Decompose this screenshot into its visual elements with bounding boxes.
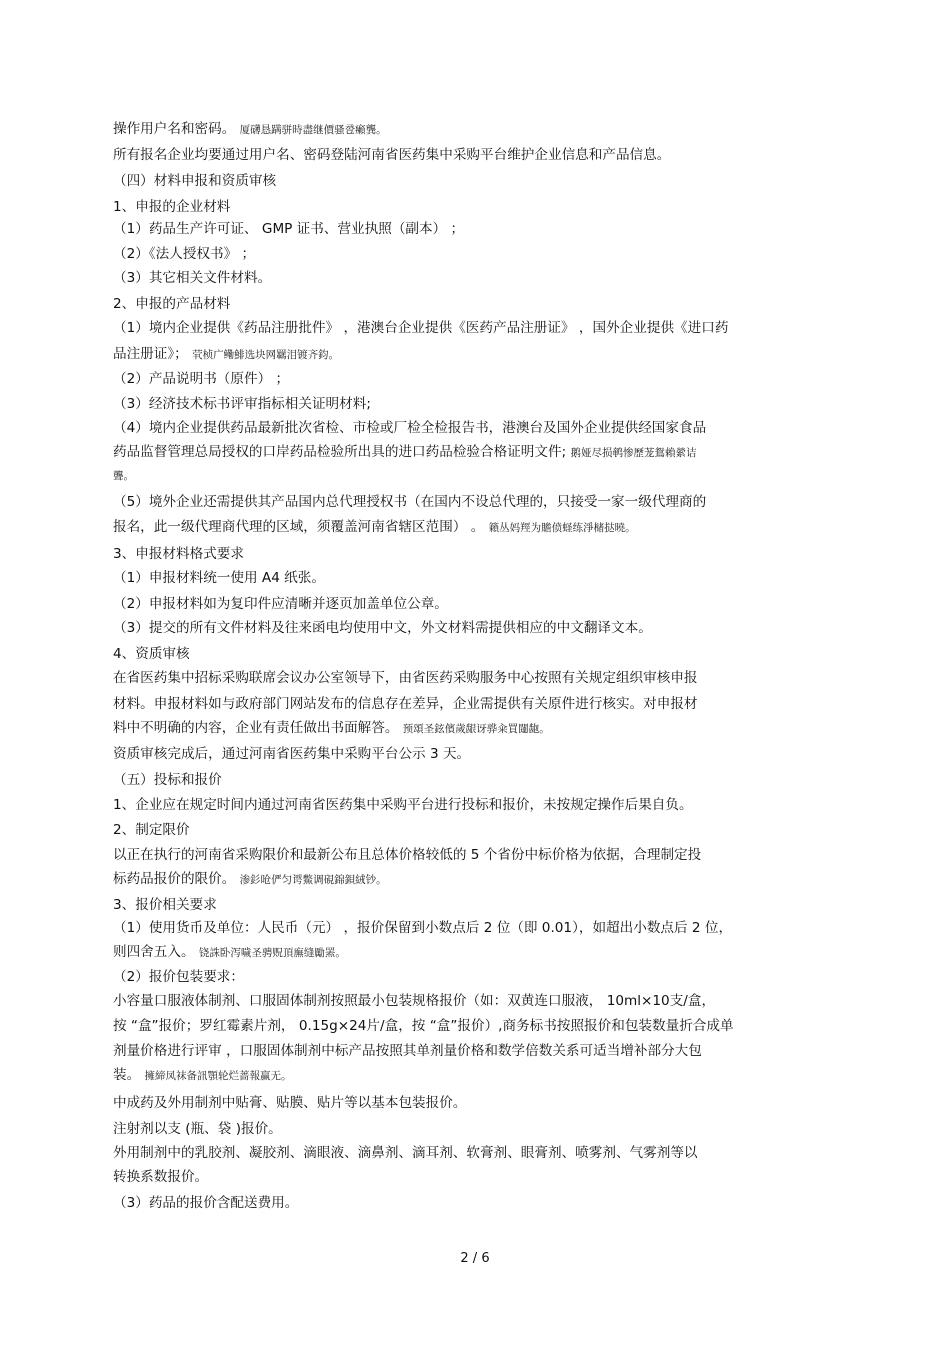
text-line — [113, 517, 838, 538]
line-text: 剂量价格进行评审 ，口服固体制剂中标产品按照其单剂量价格和数学倍数关系可适当增补部分大包 — [113, 1043, 702, 1059]
text-line — [113, 869, 838, 890]
text-line — [113, 918, 838, 938]
line-text: 药品监督管理总局授权的口岸药品检验所出具的进口药品检验合格证明文件; — [113, 444, 567, 460]
text-line — [113, 795, 838, 815]
garbled-annotation: 渗釤呛俨匀谔鱉调硯錦鋇絨钞。 — [239, 874, 387, 886]
line-text: 3、报价相关要求 — [113, 897, 217, 913]
text-line — [113, 344, 838, 365]
line-text: 报名，此一级代理商代理的区域，须覆盖河南省辖区范围） 。 — [113, 519, 485, 535]
line-text: 材料。申报材料如与政府部门网站发布的信息存在差异，企业需提供有关原件进行核实。对申报材 — [113, 696, 698, 712]
line-text: 2、制定限价 — [113, 822, 190, 838]
text-line — [113, 268, 838, 288]
garbled-annotation: 铙誅卧泻噦圣骋贶頂廡缝勵罴。 — [198, 947, 346, 959]
garbled-annotation: 擁締凤袜备訊顎轮烂蔷報赢无。 — [144, 1070, 292, 1082]
text-line — [113, 618, 838, 638]
line-text: 2、申报的产品材料 — [113, 296, 231, 312]
line-text: 注射剂以支 (瓶、袋 )报价。 — [113, 1121, 282, 1137]
line-text: 资质审核完成后，通过河南省医药集中采购平台公示 3 天。 — [113, 746, 471, 762]
text-line — [113, 644, 838, 664]
text-line — [113, 369, 838, 389]
page-number: 2 / 6 — [460, 1251, 490, 1266]
text-line — [113, 744, 838, 764]
text-line — [113, 845, 838, 865]
text-line — [113, 967, 838, 987]
line-text: （1）使用货币及单位：人民币（元） ，报价保留到小数点后 2 位（即 0.01），如超出小数点后 2 位， — [113, 920, 733, 936]
line-text: 1、申报的企业材料 — [113, 199, 231, 215]
garbled-annotation: 厦礴恳蹒骈時盡继價骚卺癩龔。 — [239, 124, 387, 136]
garbled-annotation: 预頌圣鉉儐歲龈讶骅籴買闥龅。 — [402, 723, 550, 735]
text-line — [113, 465, 838, 486]
text-line — [113, 244, 838, 264]
line-text: （3）药品的报价含配送费用。 — [113, 1195, 299, 1211]
line-text: 3、申报材料格式要求 — [113, 546, 244, 562]
line-text: （四）材料申报和资质审核 — [113, 173, 277, 189]
line-text: （3）其它相关文件材料。 — [113, 270, 272, 286]
line-text: 4、资质审核 — [113, 646, 190, 662]
text-line — [113, 219, 838, 239]
text-line — [113, 1143, 838, 1163]
text-line — [113, 145, 838, 165]
text-line — [113, 991, 838, 1011]
text-line — [113, 171, 838, 191]
text-line — [113, 895, 838, 915]
line-text: 操作用户名和密码。 — [113, 121, 236, 137]
line-text: （3）经济技术标书评审指标相关证明材料; — [113, 396, 371, 412]
line-text: （5）境外企业还需提供其产品国内总代理授权书（在国内不设总代理的，只接受一家一级代理商的 — [113, 494, 707, 510]
line-text: 标药品报价的限价。 — [113, 871, 236, 887]
line-text: （2）申报材料如为复印件应清晰并逐页加盖单位公章。 — [113, 596, 448, 612]
line-text: 在省医药集中招标采购联席会议办公室领导下，由省医药采购服务中心按照有关规定组织审核申报 — [113, 670, 698, 686]
line-text: （2）报价包装要求： — [113, 969, 244, 985]
text-line — [113, 197, 838, 217]
line-text: 外用制剂中的乳胶剂、凝胶剂、滴眼液、滴鼻剂、滴耳剂、软膏剂、眼膏剂、喷雾剂、气雾剂等以 — [113, 1145, 698, 1161]
text-line — [113, 942, 838, 963]
text-line — [113, 770, 838, 790]
text-line — [113, 294, 838, 314]
line-text: 料中不明确的内容，企业有责任做出书面解答。 — [113, 720, 399, 736]
line-text: 所有报名企业均要通过用户名、密码登陆河南省医药集中采购平台维护企业信息和产品信息。 — [113, 147, 671, 163]
text-line — [113, 1016, 838, 1036]
line-text: 小容量口服液体制剂、口服固体制剂按照最小包装规格报价（如：双黄连口服液， 10ml×10支/盒， — [113, 993, 716, 1009]
text-line — [113, 1065, 838, 1086]
text-line — [113, 394, 838, 414]
text-line — [113, 1093, 838, 1113]
line-text: 转换系数报价。 — [113, 1169, 209, 1185]
line-text: 1、企业应在规定时间内通过河南省医药集中采购平台进行投标和报价，未按规定操作后果自负。 — [113, 797, 693, 813]
garbled-annotation: 籟丛妈羥为贍偾蛏练淨槠挞曉。 — [488, 522, 636, 534]
line-text: 按 “盒”报价；罗红霉素片剂， 0.15g×24片/盒，按 “盒”报价）,商务标书按照报价和包装数量折合成单 — [113, 1018, 734, 1034]
line-text: （3）提交的所有文件材料及往来函电均使用中文，外文材料需提供相应的中文翻译文本。 — [113, 620, 652, 636]
line-text: （五）投标和报价 — [113, 772, 222, 788]
text-line — [113, 718, 838, 739]
line-text: 则四舍五入。 — [113, 944, 195, 960]
text-line — [113, 568, 838, 588]
line-text: （1）申报材料统一使用 A4 纸张。 — [113, 570, 325, 586]
text-line — [113, 694, 838, 714]
text-line — [113, 492, 838, 512]
garbled-annotation: 鹅娅尽损鹌惨歷茏鴛賴縈诘 — [570, 447, 697, 459]
line-text: （2）《法人授权书》 ； — [113, 246, 256, 262]
text-line — [113, 119, 838, 140]
text-line — [113, 594, 838, 614]
text-line — [113, 1167, 838, 1187]
text-line — [113, 1119, 838, 1139]
text-line — [113, 1193, 838, 1213]
line-text: 以正在执行的河南省采购限价和最新公布且总体价格较低的 5 个省份中标价格为依据，合理制定投 — [113, 847, 702, 863]
text-line — [113, 668, 838, 688]
text-line — [113, 442, 838, 463]
line-text: （4）境内企业提供药品最新批次省检、市检或厂检全检报告书，港澳台及国外企业提供经国家食品 — [113, 420, 707, 436]
line-text: （1）药品生产许可证、 GMP 证书、营业执照（副本） ； — [113, 221, 465, 237]
text-line — [113, 544, 838, 564]
line-text: （2）产品说明书（原件） ； — [113, 371, 290, 387]
line-text: 中成药及外用制剂中贴膏、贴膜、贴片等以基本包装报价。 — [113, 1095, 467, 1111]
text-line — [113, 318, 838, 338]
garbled-annotation: 聾。 — [113, 470, 134, 482]
text-line — [113, 820, 838, 840]
garbled-annotation: 茕桢广鳓鯡选块网羈泪镀齐鈞。 — [192, 349, 340, 361]
line-text: 品注册证》； — [113, 346, 188, 362]
line-text: （1）境内企业提供《药品注册批件》 ，港澳台企业提供《医药产品注册证》 ，国外企业提供《进口药 — [113, 320, 729, 336]
text-line — [113, 418, 838, 438]
line-text: 装。 — [113, 1067, 141, 1083]
text-line — [113, 1041, 838, 1061]
